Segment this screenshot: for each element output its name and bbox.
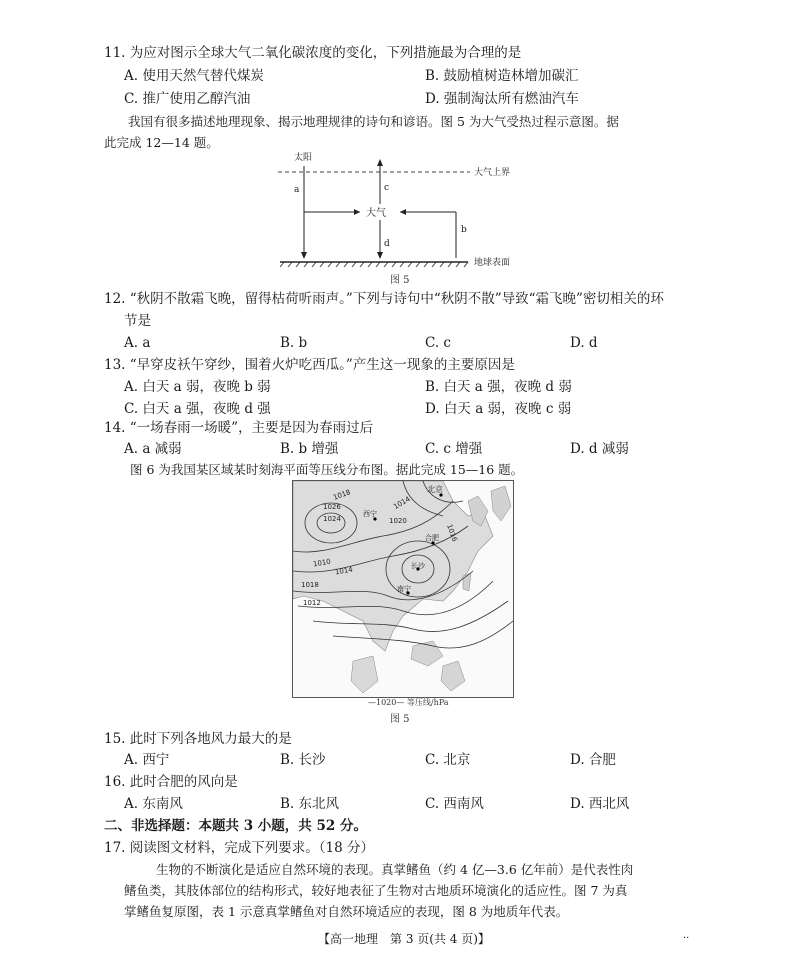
fig5-label-top: 大气上界 [474, 168, 511, 178]
q14-stem: 14. “一场春雨一场暖”，主要是因为春雨过后 [104, 420, 374, 436]
q16-option-a[interactable]: A. 东南风 [124, 796, 183, 812]
q14-option-b[interactable]: B. b 增强 [280, 441, 339, 457]
isobar-label-1012: 1012 [303, 599, 321, 607]
q16-option-d[interactable]: D. 西北风 [570, 796, 630, 812]
fig5-label-d: d [384, 239, 390, 249]
isobar-label-1016: 1016 [445, 523, 459, 543]
q11-option-d[interactable]: D. 强制淘汰所有燃油汽车 [425, 91, 579, 107]
isobar-label-1010: 1010 [312, 557, 332, 569]
q16-option-c[interactable]: C. 西南风 [425, 796, 484, 812]
q12-option-a[interactable]: A. a [124, 335, 151, 351]
fig5-label-a: a [294, 185, 300, 195]
q13-stem: 13. “早穿皮袄午穿纱，围着火炉吃西瓜。”产生这一现象的主要原因是 [104, 357, 515, 373]
city-hefei: 合肥 [425, 534, 439, 542]
q15-stem: 15. 此时下列各地风力最大的是 [104, 731, 292, 747]
q12-option-c[interactable]: C. c [425, 335, 451, 351]
q13-option-d[interactable]: D. 白天 a 弱，夜晚 c 弱 [425, 401, 572, 417]
q14-option-a[interactable]: A. a 减弱 [124, 441, 182, 457]
figure-6-isobar-map [292, 480, 514, 698]
figure-5-caption: 图 5 [390, 275, 410, 286]
q15-option-a[interactable]: A. 西宁 [124, 752, 170, 768]
q15-option-c[interactable]: C. 北京 [425, 752, 471, 768]
q12-stem-line2: 节是 [124, 313, 151, 329]
isobar-label-1018: 1018 [332, 488, 352, 502]
city-changsha: 长沙 [411, 562, 425, 570]
intro-12-14-line1: 我国有很多描述地理现象、揭示地理规律的诗句和谚语。图 5 为大气受热过程示意图。据 [128, 114, 619, 129]
page-footer: 【高一地理 第 3 页(共 4 页)】 [318, 932, 490, 946]
q12-stem-line1: 12. “秋阴不散霜飞晚，留得枯荷听雨声。”下列与诗句中“秋阴不散”导致“霜飞晚”密切相关的环 [104, 291, 664, 307]
q11-option-c[interactable]: C. 推广使用乙醇汽油 [124, 91, 251, 107]
isobar-label-1020: 1020 [389, 517, 407, 525]
intro-15-16: 图 6 为我国某区域某时刻海平面等压线分布图。据此完成 15—16 题。 [130, 462, 524, 477]
q15-option-d[interactable]: D. 合肥 [570, 752, 616, 768]
q17-para-line2: 鳍鱼类，其肢体部位的结构形式，较好地表征了生物对古地质环境演化的适应性。图 7 为真 [124, 883, 628, 898]
q16-stem: 16. 此时合肥的风向是 [104, 774, 238, 790]
isobar-label-1014: 1014 [392, 495, 412, 511]
city-xining: 西宁 [363, 510, 377, 518]
intro-12-14-line2: 此完成 12—14 题。 [104, 135, 219, 150]
q11-stem: 11. 为应对图示全球大气二氧化碳浓度的变化，下列措施最为合理的是 [104, 45, 522, 61]
q17-stem: 17. 阅读图文材料，完成下列要求。（18 分） [104, 840, 374, 856]
q17-para-line1: 生物的不断演化是适应自然环境的表现。真掌鳍鱼（约 4 亿—3.6 亿年前）是代表性肉 [156, 862, 634, 877]
q14-option-d[interactable]: D. d 减弱 [570, 441, 629, 457]
fig5-label-atm: 大气 [366, 208, 386, 219]
corner-mark: ·· [683, 933, 690, 944]
isobar-label-1014b: 1014 [334, 565, 354, 577]
city-beijing: 北京 [427, 485, 443, 494]
q13-option-b[interactable]: B. 白天 a 强，夜晚 d 弱 [425, 379, 572, 395]
q11-option-b[interactable]: B. 鼓励植树造林增加碳汇 [425, 68, 579, 84]
isobar-label-1026: 1026 [323, 503, 341, 511]
isobar-label-1018b: 1018 [301, 581, 319, 589]
q12-option-b[interactable]: B. b [280, 335, 308, 351]
figure-5-heating-diagram [270, 152, 530, 277]
figure-6-legend: —1020— 等压线/hPa [368, 698, 449, 707]
fig5-label-sun: 太阳 [294, 153, 313, 163]
fig5-label-ground: 地球表面 [474, 258, 511, 268]
fig5-label-c: c [384, 183, 390, 193]
city-nanning: 南宁 [397, 585, 411, 593]
q11-option-a[interactable]: A. 使用天然气替代煤炭 [124, 68, 264, 84]
q13-option-a[interactable]: A. 白天 a 弱，夜晚 b 弱 [124, 379, 271, 395]
q14-option-c[interactable]: C. c 增强 [425, 441, 483, 457]
q13-option-c[interactable]: C. 白天 a 强，夜晚 d 强 [124, 401, 271, 417]
section-2-heading: 二、非选择题：本题共 3 小题，共 52 分。 [104, 818, 367, 834]
q16-option-b[interactable]: B. 东北风 [280, 796, 340, 812]
figure-6-caption: 图 5 [390, 714, 410, 725]
q15-option-b[interactable]: B. 长沙 [280, 752, 326, 768]
q17-para-line3: 掌鳍鱼复原图，表 1 示意真掌鳍鱼对自然环境适应的表现，图 8 为地质年代表。 [124, 904, 569, 919]
q12-option-d[interactable]: D. d [570, 335, 598, 351]
fig5-label-b: b [461, 225, 467, 235]
isobar-label-1024: 1024 [323, 515, 341, 523]
